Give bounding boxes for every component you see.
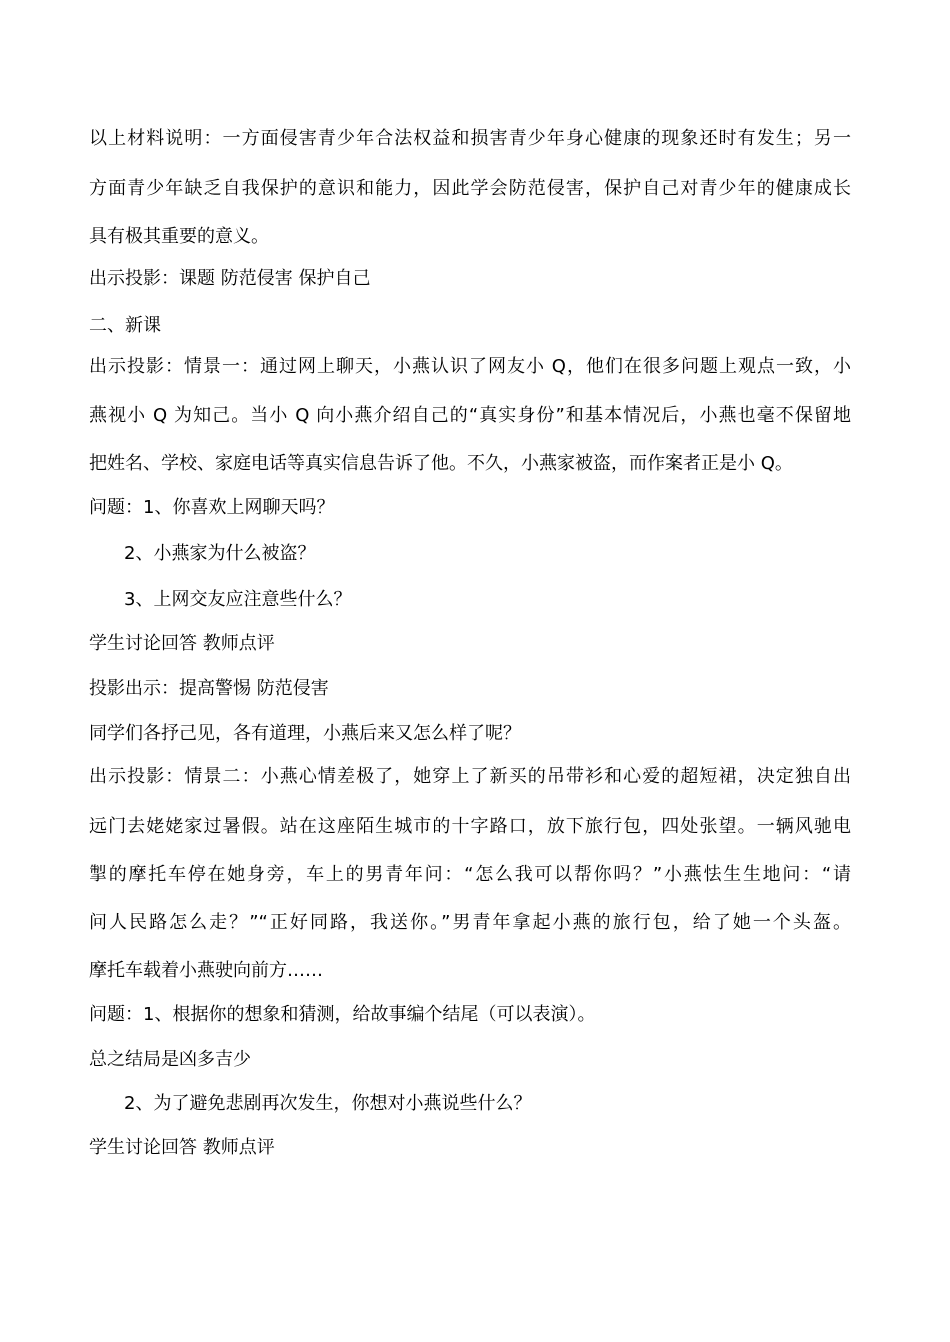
- question2-1: 问题：1、根据你的想象和猜测，给故事编个结尾（可以表演）。: [89, 1004, 596, 1025]
- discussion-1: 学生讨论回答 教师点评: [89, 633, 275, 654]
- question1-1: 问题：1、你喜欢上网聊天吗？: [89, 497, 335, 518]
- scenario2-line-3: 掣的摩托车停在她身旁，车上的男青年问：“怎么我可以帮你吗？”小燕怯生生地问：“请: [89, 864, 851, 885]
- question1-3: 3、上网交友应注意些什么？: [124, 589, 352, 610]
- scenario1-line-1: 出示投影：情景一：通过网上聊天，小燕认识了网友小 Q，他们在很多问题上观点一致，小: [89, 356, 851, 377]
- question2-2: 2、为了避免悲剧再次发生，你想对小燕说些什么？: [124, 1093, 532, 1114]
- intro-line-3: 具有极其重要的意义。: [89, 226, 269, 247]
- scenario2-line-4: 问人民路怎么走？”“正好同路，我送你。”男青年拿起小燕的旅行包，给了她一个头盔。: [89, 912, 851, 933]
- new-lesson-heading: 二、新课: [89, 315, 161, 336]
- projection-show: 投影出示：提高警惕 防范侵害: [89, 678, 329, 699]
- scenario1-line-2: 燕视小 Q 为知己。当小 Q 向小燕介绍自己的“真实身份”和基本情况后，小燕也毫不保留地: [89, 405, 851, 426]
- intro-line-1: 以上材料说明：一方面侵害青少年合法权益和损害青少年身心健康的现象还时有发生；另一: [89, 128, 851, 149]
- question1-2: 2、小燕家为什么被盗？: [124, 543, 316, 564]
- discussion-2: 学生讨论回答 教师点评: [89, 1137, 275, 1158]
- scenario1-line-3: 把姓名、学校、家庭电话等真实信息告诉了他。不久，小燕家被盗，而作案者正是小 Q。: [89, 453, 793, 474]
- intro-line-2: 方面青少年缺乏自我保护的意识和能力，因此学会防范侵害，保护自己对青少年的健康成长: [89, 178, 851, 199]
- transition-text: 同学们各抒己见，各有道理，小燕后来又怎么样了呢？: [89, 723, 521, 744]
- scenario2-line-5: 摩托车载着小燕驶向前方……: [89, 960, 323, 981]
- outcome-note: 总之结局是凶多吉少: [89, 1049, 251, 1070]
- scenario2-line-2: 远门去姥姥家过暑假。站在这座陌生城市的十字路口，放下旅行包，四处张望。一辆风驰电: [89, 816, 851, 837]
- projection-title: 出示投影：课题 防范侵害 保护自己: [89, 268, 371, 289]
- scenario2-line-1: 出示投影：情景二：小燕心情差极了，她穿上了新买的吊带衫和心爱的超短裙，决定独自出: [89, 766, 851, 787]
